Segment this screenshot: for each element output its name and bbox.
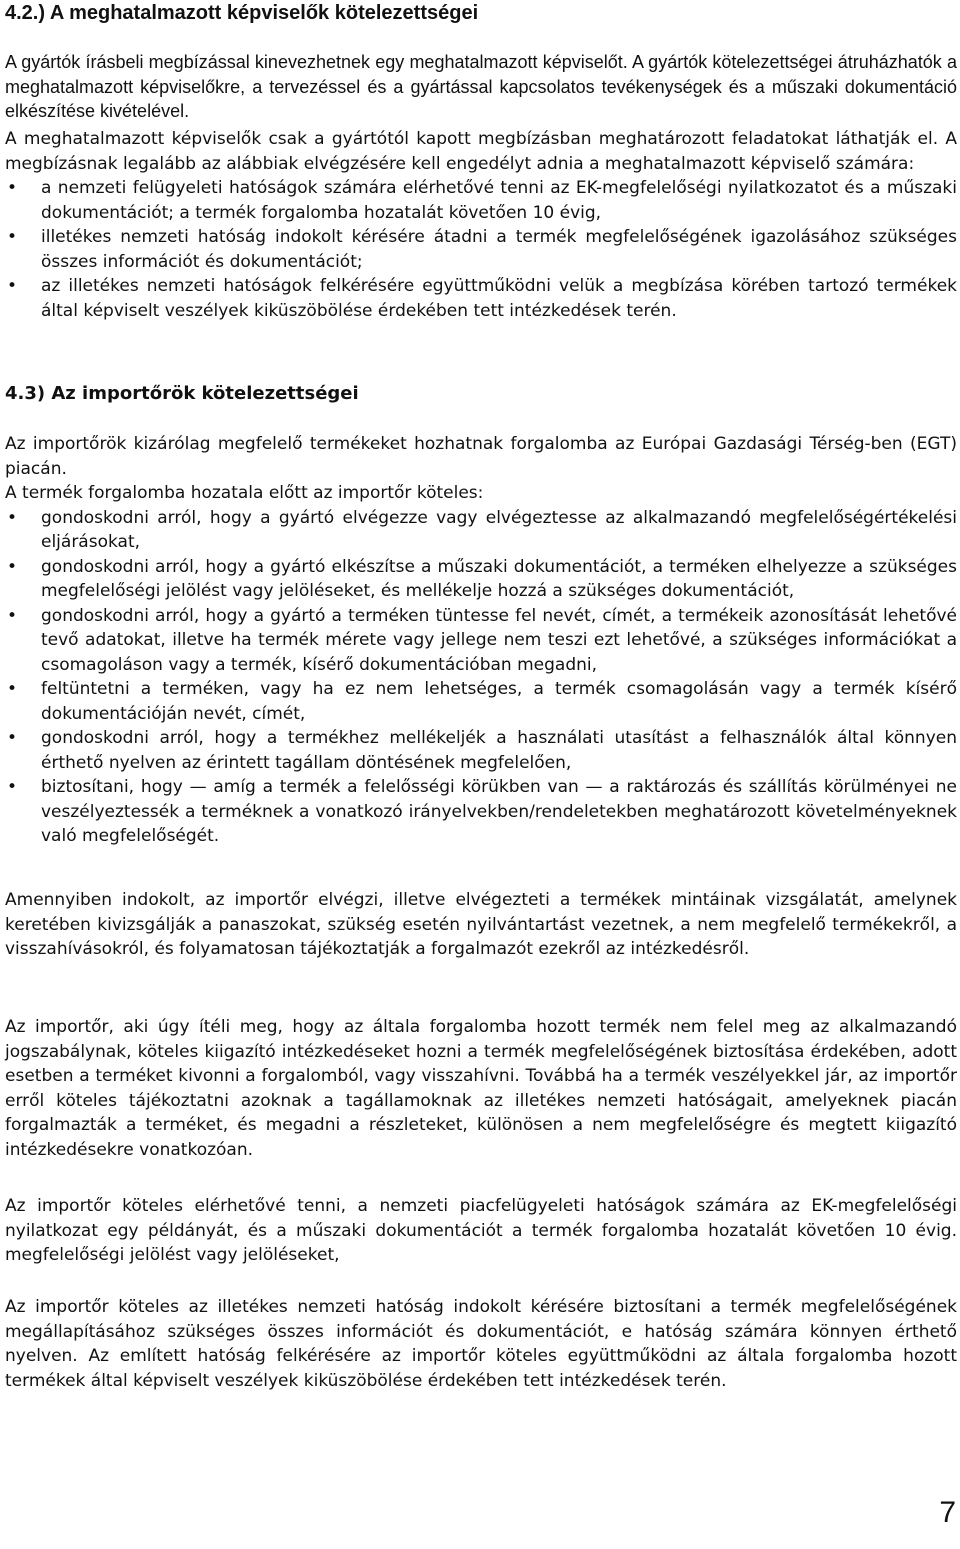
section-4-3-paragraph-b <box>5 1015 957 1162</box>
section-4-3-lead: A termék forgalomba hozatala előtt az importőr köteles: <box>5 483 484 503</box>
list-item: • gondoskodni arról, hogy a gyártó elkészítse a műszaki dokumentációt, a terméken elhelyezze a szükséges megfelelőségi jelölést vagy jelöléseket, és mellékelje hozzá a szükséges dokumentációt, <box>5 555 957 604</box>
list-item: • gondoskodni arról, hogy a termékhez mellékeljék a használati utasítást a felhasználók által könnyen érthető nyelven az érintett tagállam döntésének megfelelően, <box>5 726 957 775</box>
section-4-2-body-2 <box>5 127 957 323</box>
paragraph-text: Az importőr köteles az illetékes nemzeti hatóság indokolt kérésére biztosítani a termék megfelelőségének megállapításához szükséges összes információt és dokumentációt, e hatóság számára könnyen érthető nyelven. Az említett hatóság felkérésére az importőr köteles együttműködni az általa forgalomba hozott termékek által képviselt veszélyek kiküszöbölése érdekében tett intézkedések terén. <box>5 1297 957 1391</box>
list-item: • az illetékes nemzeti hatóságok felkérésére együttműködni velük a megbízása körében tartozó termékek által képviselt veszélyek kiküszöbölése érdekében tett intézkedések terén. <box>5 274 957 323</box>
section-4-3-body <box>5 432 957 849</box>
section-4-3-paragraph-c <box>5 1194 957 1268</box>
section-4-2-bullet-list <box>5 176 957 323</box>
paragraph-text: Az importőr, aki úgy ítéli meg, hogy az általa forgalomba hozott termék nem felel meg az alkalmazandó jogszabálynak, köteles kiigazító intézkedéseket hozni a termék megfelelőségének biztosítása érdekében, adott esetben a terméket kivonni a forgalomból, vagy visszahívni. Továbbá ha a termék veszélyekkel jár, az importőr erről köteles tájékoztatni azoknak a tagállamoknak az illetékes nemzeti hatóságait, amelyeknek piacán forgalmazták a terméket, és megadni a részleteket, különösen a nem megfelelőségre és megtett kiigazító intézkedésekre vonatkozóan. <box>5 1017 957 1160</box>
section-4-3-paragraph-d <box>5 1295 957 1393</box>
section-4-2-para-2: A meghatalmazott képviselők csak a gyártótól kapott megbízásban meghatározott feladatokat láthatják el. A megbízásnak legalább az alábbiak elvégzésére kell engedélyt adnia a meghatalmazott képviselő számára: <box>5 129 957 174</box>
list-item: • illetékes nemzeti hatóság indokolt kérésére átadni a termék megfelelőségének igazolásához szükséges összes információt és dokumentációt; <box>5 225 957 274</box>
list-item: • a nemzeti felügyeleti hatóságok számára elérhetővé tenni az EK-megfelelőségi nyilatkozatot és a műszaki dokumentációt; a termék forgalomba hozatalát követően 10 évig, <box>5 176 957 225</box>
section-4-2-body <box>5 50 957 124</box>
section-4-3-bullet-list <box>5 506 957 849</box>
paragraph-text: Amennyiben indokolt, az importőr elvégzi, illetve elvégezteti a termékek mintáinak vizsgálatát, amelynek keretében kivizsgálják a panaszokat, szükség esetén nyilvántartást vezetnek, a nem megfelelő termékekről, a visszahívásokról, és folyamatosan tájékoztatják a forgalmazót ezekről az intézkedésről. <box>5 890 957 959</box>
section-4-3-paragraph-a <box>5 888 957 962</box>
page-number: 7 <box>939 1496 956 1529</box>
paragraph-text: Az importőr köteles elérhetővé tenni, a nemzeti piacfelügyeleti hatóságok számára az EK-megfelelőségi nyilatkozat egy példányát, és a műszaki dokumentációt a termék forgalomba hozatalát követően 10 évig. megfelelőségi jelölést vagy jelöléseket, <box>5 1196 957 1265</box>
list-item: • gondoskodni arról, hogy a gyártó elvégezze vagy elvégeztesse az alkalmazandó megfelelőségértékelési eljárásokat, <box>5 506 957 555</box>
list-item: • feltüntetni a terméken, vagy ha ez nem lehetséges, a termék csomagolásán vagy a termék kísérő dokumentációján nevét, címét, <box>5 677 957 726</box>
section-4-2-para-1: A gyártók írásbeli megbízással kinevezhetnek egy meghatalmazott képviselőt. A gyártók kötelezettségei átruházhatók a meghatalmazott képviselőkre, a tervezéssel és a gyártással kapcsolatos tevékenységek és a műszaki dokumentáció elkészítése kivételével. <box>5 52 957 121</box>
list-item: • biztosítani, hogy — amíg a termék a felelősségi körükben van — a raktározás és szállítás körülményei ne veszélyeztessék a terméknek a vonatkozó irányelvekben/rendeletekben meghatározott követelményeknek való megfelelőségét. <box>5 775 957 849</box>
list-item: • gondoskodni arról, hogy a gyártó a terméken tüntesse fel nevét, címét, a termékeik azonosítását lehetővé tevő adatokat, illetve ha termék mérete vagy jellege nem teszi ezt lehetővé, a szükséges információkat a csomagoláson vagy a termék, kísérő dokumentációban megadni, <box>5 604 957 678</box>
section-4-3-heading: 4.3) Az importőrök kötelezettségei <box>5 383 359 404</box>
section-4-3-intro: Az importőrök kizárólag megfelelő termékeket hozhatnak forgalomba az Európai Gazdasági Térség-ben (EGT) piacán. <box>5 434 957 479</box>
section-4-2-heading: 4.2.) A meghatalmazott képviselők kötelezettségei <box>5 2 479 24</box>
